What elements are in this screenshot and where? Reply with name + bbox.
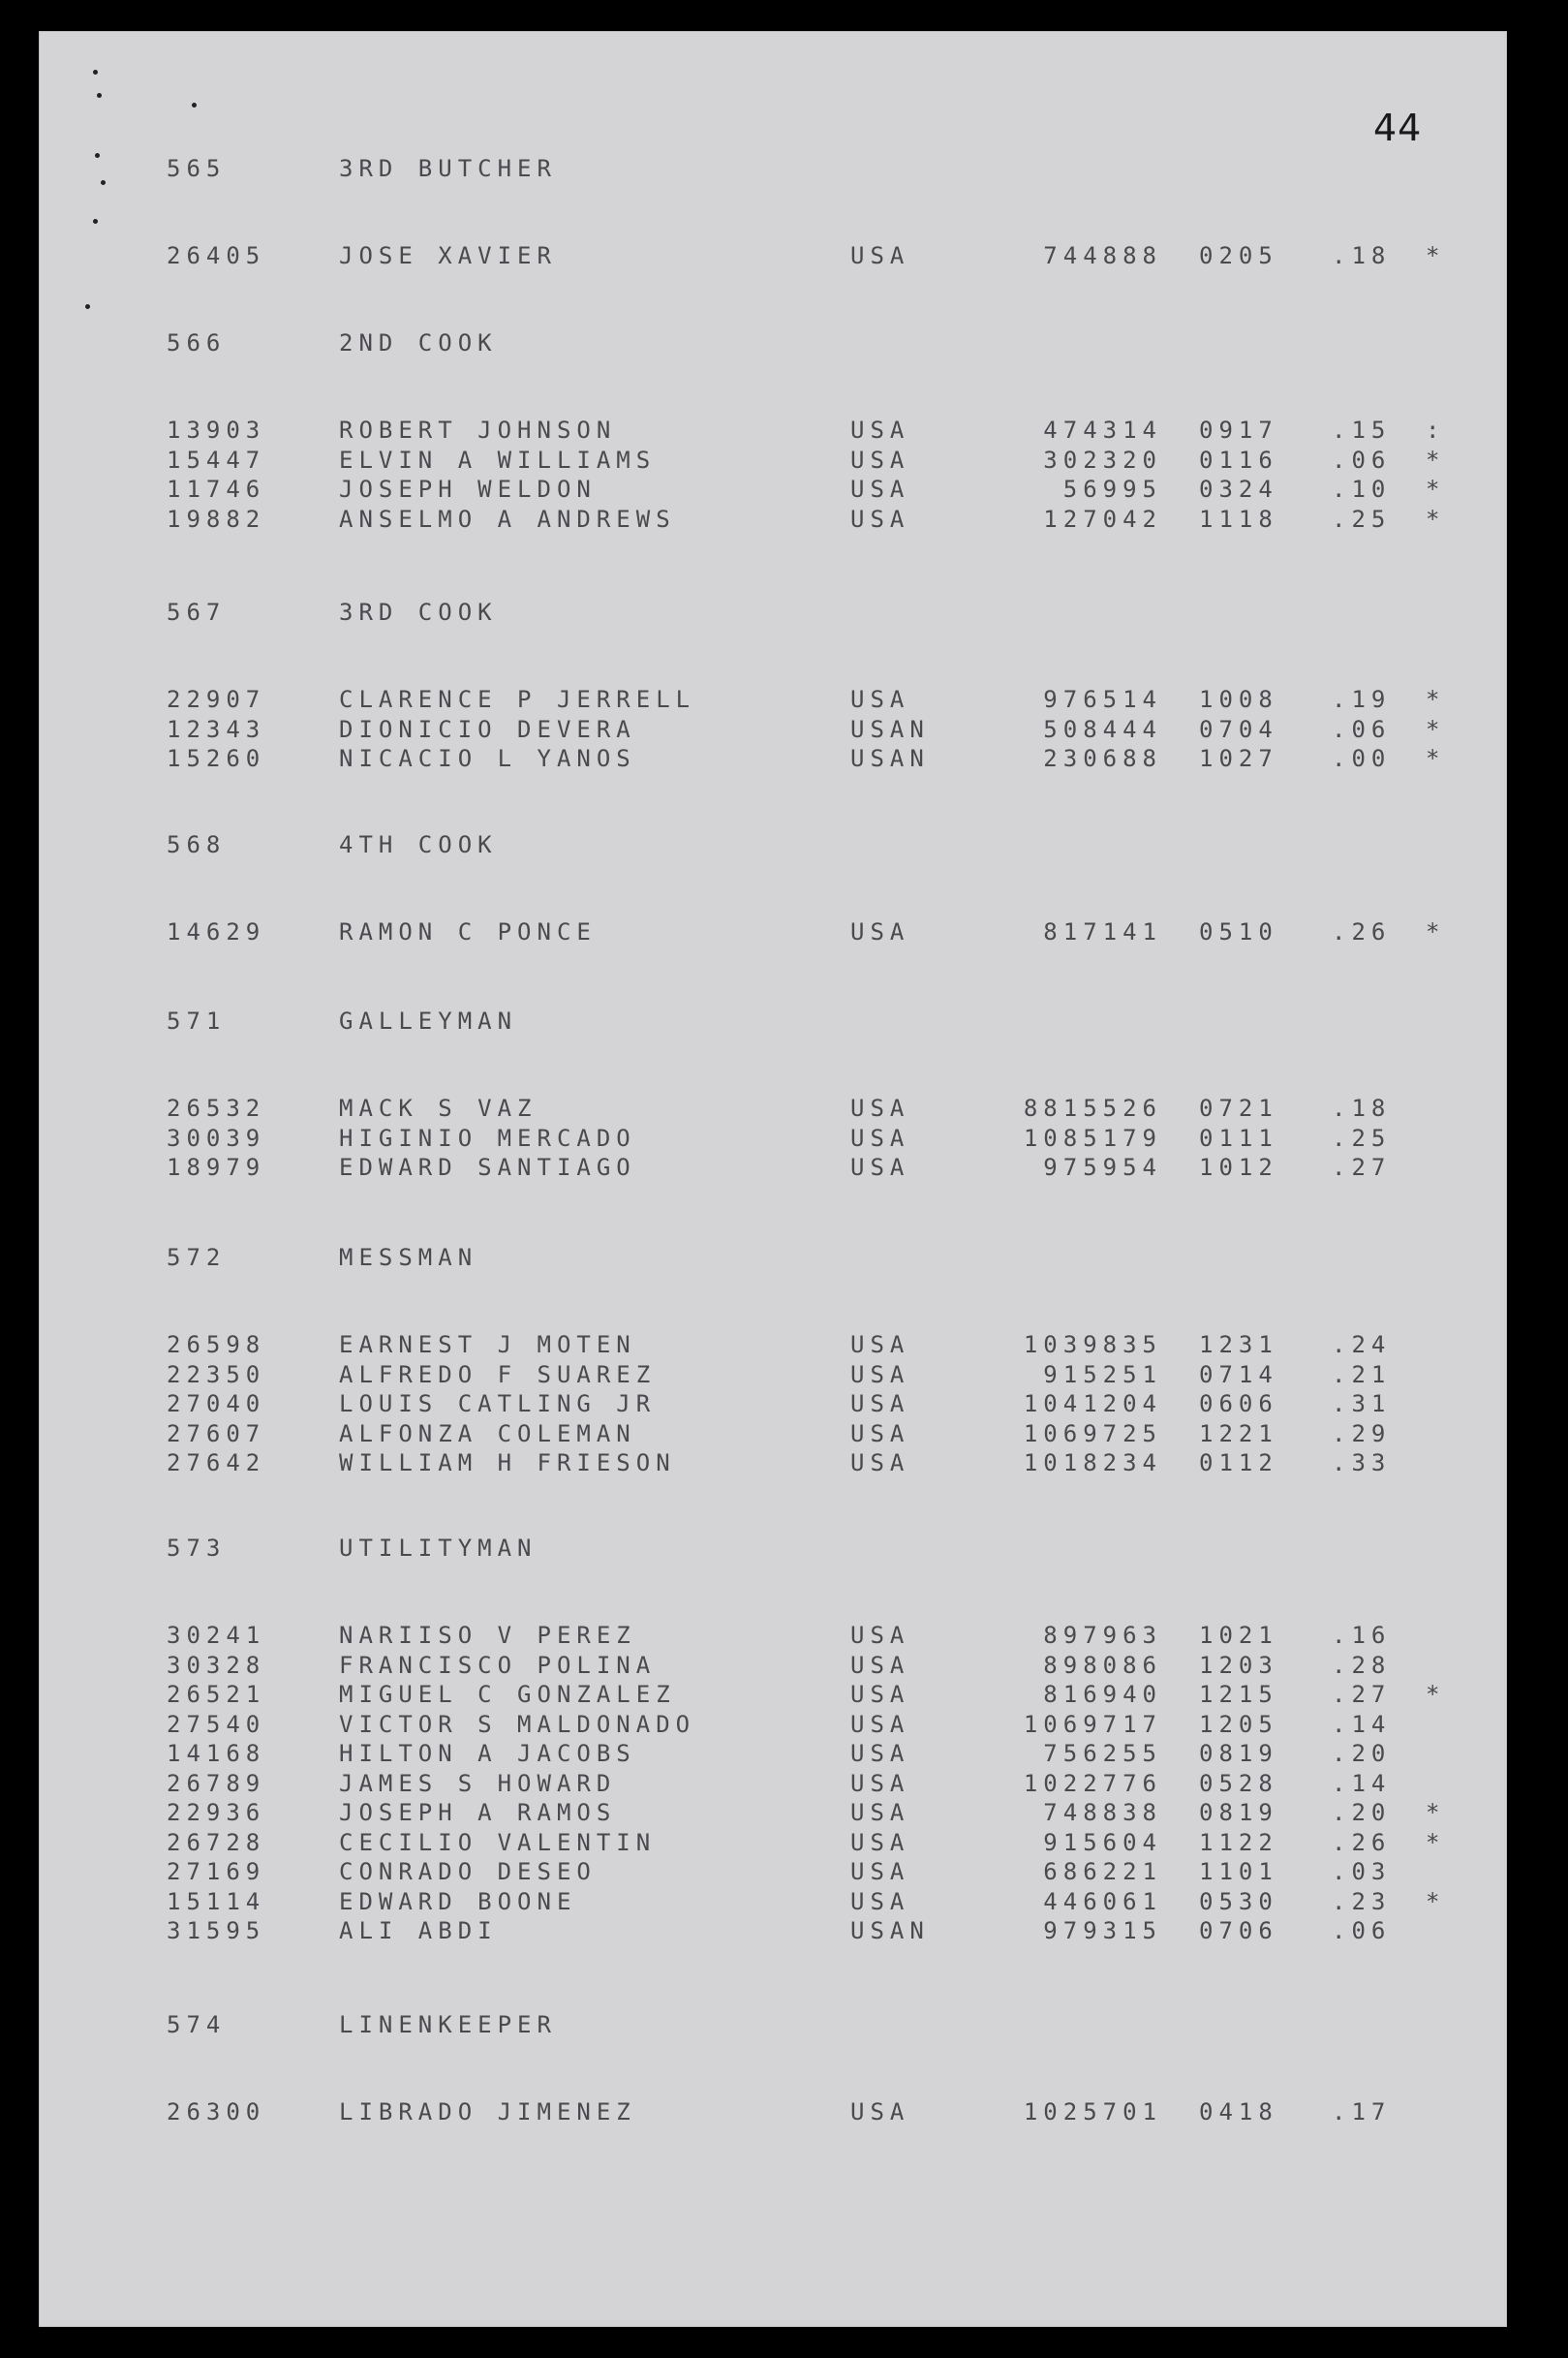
flag-mark: :	[1426, 417, 1446, 444]
employee-id: 27540	[167, 1710, 266, 1738]
rating-title: 3RD BUTCHER	[339, 155, 557, 182]
nationality-code: USA	[850, 446, 910, 474]
crew-row	[0, 1681, 1568, 1710]
crew-row	[0, 417, 1568, 446]
date-code: 1118	[1199, 505, 1278, 533]
crew-row	[0, 1652, 1568, 1681]
rate-value: .06	[1332, 446, 1392, 474]
rate-value: .31	[1332, 1390, 1392, 1417]
rating-code: 573	[167, 1535, 227, 1562]
employee-id: 26728	[167, 1828, 266, 1856]
rate-value: .17	[1332, 2098, 1392, 2125]
crew-row	[0, 1420, 1568, 1449]
rate-value: .20	[1332, 1799, 1392, 1826]
document-number: 816940	[1043, 1681, 1162, 1708]
employee-id: 13903	[167, 417, 266, 444]
nationality-code: USA	[850, 1622, 910, 1649]
nationality-code: USA	[850, 2098, 910, 2125]
nationality-code: USA	[850, 1449, 910, 1476]
date-code: 1101	[1199, 1858, 1278, 1885]
flag-mark: *	[1426, 446, 1446, 474]
employee-name: ELVIN A WILLIAMS	[339, 446, 657, 474]
flag-mark: *	[1426, 745, 1446, 772]
crew-row	[0, 716, 1568, 745]
employee-name: NARIISO V PEREZ	[339, 1622, 636, 1649]
employee-name: EDWARD BOONE	[339, 1887, 577, 1915]
document-number: 975954	[1043, 1154, 1162, 1181]
employee-id: 11746	[167, 476, 266, 503]
rate-value: .19	[1332, 686, 1392, 713]
crew-row	[0, 1799, 1568, 1828]
scan-speck	[97, 93, 102, 98]
rate-value: .20	[1332, 1740, 1392, 1767]
crew-row	[0, 476, 1568, 505]
crew-row	[0, 447, 1568, 476]
employee-name: HILTON A JACOBS	[339, 1740, 636, 1767]
document-number: 897963	[1043, 1622, 1162, 1649]
date-code: 1203	[1199, 1651, 1278, 1679]
nationality-code: USA	[850, 1154, 910, 1181]
employee-id: 26532	[167, 1095, 266, 1122]
crew-row	[0, 686, 1568, 715]
rating-code: 571	[167, 1008, 227, 1035]
document-number: 1018234	[1023, 1449, 1162, 1476]
flag-mark: *	[1426, 715, 1446, 743]
employee-id: 26521	[167, 1681, 266, 1708]
employee-name: LOUIS CATLING JR	[339, 1390, 657, 1417]
date-code: 0528	[1199, 1769, 1278, 1797]
document-number: 302320	[1043, 446, 1162, 474]
employee-id: 22907	[167, 686, 266, 713]
date-code: 1012	[1199, 1154, 1278, 1181]
crew-row	[0, 1888, 1568, 1917]
crew-row	[0, 506, 1568, 535]
rate-value: .25	[1332, 505, 1392, 533]
nationality-code: USA	[850, 417, 910, 444]
flag-mark: *	[1426, 918, 1446, 946]
employee-id: 15114	[167, 1887, 266, 1915]
rate-value: .16	[1332, 1622, 1392, 1649]
crew-row	[0, 1125, 1568, 1154]
rate-value: .00	[1332, 745, 1392, 772]
rate-value: .28	[1332, 1651, 1392, 1679]
document-number: 1069725	[1023, 1419, 1162, 1447]
employee-name: DIONICIO DEVERA	[339, 715, 636, 743]
nationality-code: USA	[850, 1740, 910, 1767]
scan-speck	[192, 103, 197, 108]
date-code: 1221	[1199, 1419, 1278, 1447]
nationality-code: USA	[850, 1828, 910, 1856]
document-number: 979315	[1043, 1917, 1162, 1944]
crew-row	[0, 918, 1568, 947]
employee-name: ANSELMO A ANDREWS	[339, 505, 676, 533]
date-code: 0606	[1199, 1390, 1278, 1417]
scan-speck	[93, 219, 98, 224]
rate-value: .24	[1332, 1331, 1392, 1358]
document-number: 1022776	[1023, 1769, 1162, 1797]
employee-id: 30328	[167, 1651, 266, 1679]
document-number: 898086	[1043, 1651, 1162, 1679]
employee-name: WILLIAM H FRIESON	[339, 1449, 676, 1476]
employee-name: ALFONZA COLEMAN	[339, 1419, 636, 1447]
document-number: 1039835	[1023, 1331, 1162, 1358]
rating-title: 4TH COOK	[339, 831, 498, 858]
date-code: 0205	[1199, 242, 1278, 269]
date-code: 1021	[1199, 1622, 1278, 1649]
date-code: 0530	[1199, 1887, 1278, 1915]
date-code: 1027	[1199, 745, 1278, 772]
employee-name: ROBERT JOHNSON	[339, 417, 617, 444]
flag-mark: *	[1426, 476, 1446, 503]
crew-row	[0, 1770, 1568, 1799]
crew-row	[0, 1361, 1568, 1390]
date-code: 1008	[1199, 686, 1278, 713]
rating-code: 568	[167, 831, 227, 858]
crew-row	[0, 242, 1568, 271]
nationality-code: USA	[850, 686, 910, 713]
employee-id: 22350	[167, 1360, 266, 1388]
nationality-code: USA	[850, 1651, 910, 1679]
employee-name: LIBRADO JIMENEZ	[339, 2098, 636, 2125]
nationality-code: USA	[850, 1769, 910, 1797]
employee-id: 26789	[167, 1769, 266, 1797]
employee-name: FRANCISCO POLINA	[339, 1651, 657, 1679]
flag-mark: *	[1426, 686, 1446, 713]
document-number: 748838	[1043, 1799, 1162, 1826]
rate-value: .25	[1332, 1124, 1392, 1152]
nationality-code: USA	[850, 1331, 910, 1358]
rate-value: .15	[1332, 417, 1392, 444]
rating-title: MESSMAN	[339, 1244, 478, 1271]
crew-row	[0, 1331, 1568, 1360]
document-number: 1069717	[1023, 1710, 1162, 1738]
rating-code: 572	[167, 1244, 227, 1271]
document-number: 915251	[1043, 1360, 1162, 1388]
document-number: 56995	[1062, 476, 1162, 503]
rating-title: 3RD COOK	[339, 599, 498, 626]
document-number: 744888	[1043, 242, 1162, 269]
date-code: 0116	[1199, 446, 1278, 474]
nationality-code: USA	[850, 1095, 910, 1122]
employee-id: 30039	[167, 1124, 266, 1152]
employee-id: 14629	[167, 918, 266, 946]
rate-value: .23	[1332, 1887, 1392, 1915]
rate-value: .29	[1332, 1419, 1392, 1447]
flag-mark: *	[1426, 242, 1446, 269]
crew-row	[0, 1449, 1568, 1478]
employee-name: JOSEPH WELDON	[339, 476, 597, 503]
employee-id: 12343	[167, 715, 266, 743]
flag-mark: *	[1426, 505, 1446, 533]
document-number: 756255	[1043, 1740, 1162, 1767]
rate-value: .06	[1332, 1917, 1392, 1944]
employee-name: JOSE XAVIER	[339, 242, 557, 269]
document-number: 446061	[1043, 1887, 1162, 1915]
date-code: 0819	[1199, 1799, 1278, 1826]
rate-value: .06	[1332, 715, 1392, 743]
nationality-code: USAN	[850, 745, 930, 772]
nationality-code: USA	[850, 505, 910, 533]
rating-code: 566	[167, 329, 227, 357]
crew-row	[0, 1622, 1568, 1651]
rating-title: LINENKEEPER	[339, 2011, 557, 2038]
employee-name: RAMON C PONCE	[339, 918, 597, 946]
rating-code: 565	[167, 155, 227, 182]
nationality-code: USA	[850, 1360, 910, 1388]
document-number: 127042	[1043, 505, 1162, 533]
flag-mark: *	[1426, 1799, 1446, 1826]
crew-row	[0, 1095, 1568, 1124]
document-number: 1041204	[1023, 1390, 1162, 1417]
employee-name: CECILIO VALENTIN	[339, 1828, 657, 1856]
employee-name: MIGUEL C GONZALEZ	[339, 1681, 676, 1708]
document-number: 686221	[1043, 1858, 1162, 1885]
nationality-code: USAN	[850, 715, 930, 743]
document-number: 976514	[1043, 686, 1162, 713]
document-number: 230688	[1043, 745, 1162, 772]
nationality-code: USA	[850, 1681, 910, 1708]
employee-name: ALFREDO F SUAREZ	[339, 1360, 657, 1388]
document-number: 508444	[1043, 715, 1162, 743]
crew-row	[0, 2098, 1568, 2127]
crew-row	[0, 1829, 1568, 1858]
nationality-code: USA	[850, 1419, 910, 1447]
employee-name: JOSEPH A RAMOS	[339, 1799, 617, 1826]
date-code: 0112	[1199, 1449, 1278, 1476]
employee-id: 27607	[167, 1419, 266, 1447]
flag-mark: *	[1426, 1887, 1446, 1915]
date-code: 0706	[1199, 1917, 1278, 1944]
employee-name: NICACIO L YANOS	[339, 745, 636, 772]
nationality-code: USA	[850, 1799, 910, 1826]
employee-name: MACK S VAZ	[339, 1095, 538, 1122]
employee-id: 22936	[167, 1799, 266, 1826]
employee-id: 27040	[167, 1390, 266, 1417]
document-number: 817141	[1043, 918, 1162, 946]
nationality-code: USA	[850, 476, 910, 503]
date-code: 0324	[1199, 476, 1278, 503]
employee-id: 27642	[167, 1449, 266, 1476]
crew-row	[0, 1390, 1568, 1419]
rating-title: UTILITYMAN	[339, 1535, 538, 1562]
rate-value: .33	[1332, 1449, 1392, 1476]
crew-row	[0, 1740, 1568, 1769]
nationality-code: USA	[850, 1887, 910, 1915]
employee-id: 15447	[167, 446, 266, 474]
scan-speck	[95, 153, 100, 158]
employee-id: 19882	[167, 505, 266, 533]
flag-mark: *	[1426, 1828, 1446, 1856]
employee-id: 14168	[167, 1740, 266, 1767]
date-code: 0510	[1199, 918, 1278, 946]
rate-value: .14	[1332, 1710, 1392, 1738]
scan-speck	[93, 70, 98, 75]
crew-row	[0, 745, 1568, 774]
employee-name: EARNEST J MOTEN	[339, 1331, 636, 1358]
nationality-code: USA	[850, 242, 910, 269]
rate-value: .26	[1332, 1828, 1392, 1856]
employee-id: 30241	[167, 1622, 266, 1649]
rate-value: .18	[1332, 242, 1392, 269]
crew-row	[0, 1858, 1568, 1887]
employee-name: HIGINIO MERCADO	[339, 1124, 636, 1152]
rate-value: .26	[1332, 918, 1392, 946]
date-code: 1231	[1199, 1331, 1278, 1358]
rate-value: .21	[1332, 1360, 1392, 1388]
rate-value: .14	[1332, 1769, 1392, 1797]
date-code: 0111	[1199, 1124, 1278, 1152]
employee-id: 26598	[167, 1331, 266, 1358]
employee-id: 26300	[167, 2098, 266, 2125]
employee-name: EDWARD SANTIAGO	[339, 1154, 636, 1181]
nationality-code: USA	[850, 1390, 910, 1417]
rating-title: GALLEYMAN	[339, 1008, 518, 1035]
date-code: 0721	[1199, 1095, 1278, 1122]
rating-code: 574	[167, 2011, 227, 2038]
document-number: 8815526	[1023, 1095, 1162, 1122]
page-number: 44	[1373, 107, 1423, 149]
date-code: 1215	[1199, 1681, 1278, 1708]
rating-title: 2ND COOK	[339, 329, 498, 357]
rate-value: .27	[1332, 1154, 1392, 1181]
document-number: 474314	[1043, 417, 1162, 444]
employee-name: JAMES S HOWARD	[339, 1769, 617, 1797]
document-number: 1025701	[1023, 2098, 1162, 2125]
employee-id: 26405	[167, 242, 266, 269]
rate-value: .18	[1332, 1095, 1392, 1122]
employee-id: 15260	[167, 745, 266, 772]
employee-name: VICTOR S MALDONADO	[339, 1710, 696, 1738]
employee-id: 27169	[167, 1858, 266, 1885]
nationality-code: USA	[850, 1124, 910, 1152]
date-code: 0418	[1199, 2098, 1278, 2125]
crew-row	[0, 1711, 1568, 1740]
crew-row	[0, 1154, 1568, 1183]
crew-row	[0, 1917, 1568, 1946]
employee-id: 31595	[167, 1917, 266, 1944]
nationality-code: USA	[850, 918, 910, 946]
date-code: 0917	[1199, 417, 1278, 444]
date-code: 1205	[1199, 1710, 1278, 1738]
nationality-code: USA	[850, 1858, 910, 1885]
flag-mark: *	[1426, 1681, 1446, 1708]
rate-value: .27	[1332, 1681, 1392, 1708]
employee-id: 18979	[167, 1154, 266, 1181]
rate-value: .10	[1332, 476, 1392, 503]
rate-value: .03	[1332, 1858, 1392, 1885]
nationality-code: USAN	[850, 1917, 930, 1944]
date-code: 0704	[1199, 715, 1278, 743]
date-code: 1122	[1199, 1828, 1278, 1856]
employee-name: ALI ABDI	[339, 1917, 498, 1944]
nationality-code: USA	[850, 1710, 910, 1738]
scan-speck	[85, 304, 90, 309]
scan-speck	[101, 180, 106, 185]
document-number: 1085179	[1023, 1124, 1162, 1152]
date-code: 0714	[1199, 1360, 1278, 1388]
document-number: 915604	[1043, 1828, 1162, 1856]
rating-code: 567	[167, 599, 227, 626]
date-code: 0819	[1199, 1740, 1278, 1767]
employee-name: CONRADO DESEO	[339, 1858, 597, 1885]
employee-name: CLARENCE P JERRELL	[339, 686, 696, 713]
